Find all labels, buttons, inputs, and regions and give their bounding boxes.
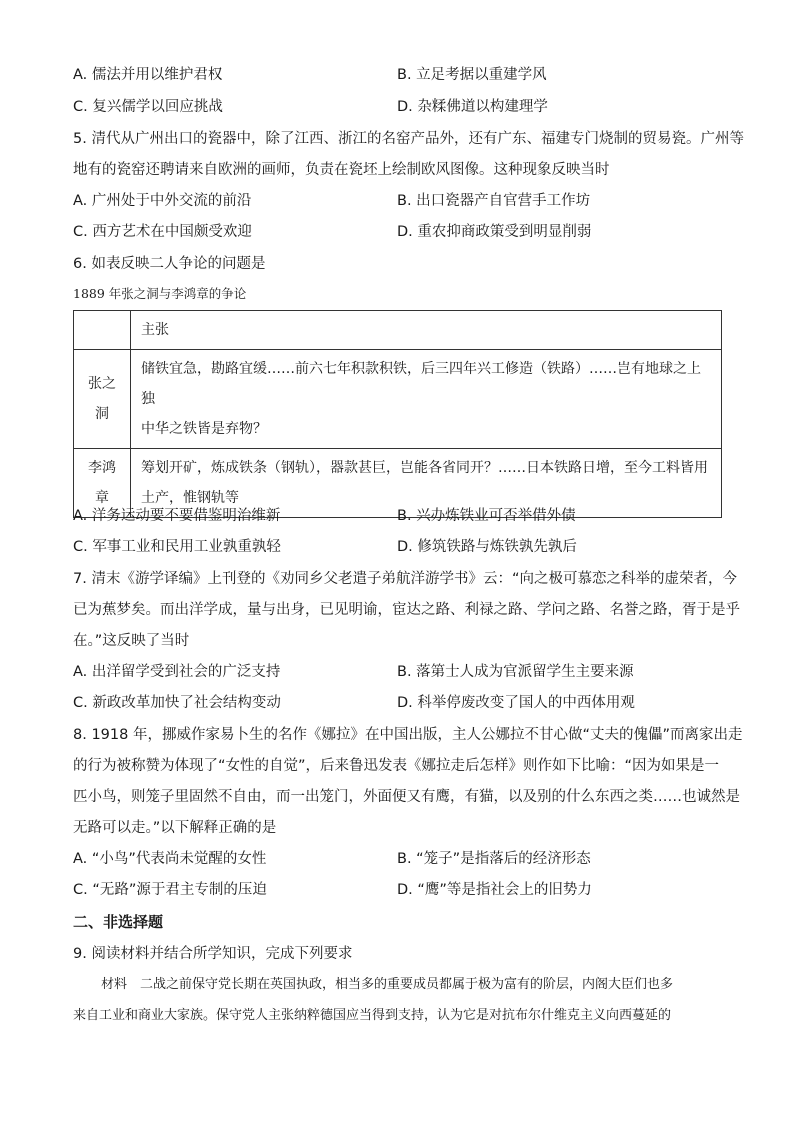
table-header-row [74, 311, 722, 350]
table-name-cell [74, 350, 131, 449]
table-header-cell: 主张 [131, 311, 722, 350]
q8-stem-line4: 无路可以走。”以下解释正确的是 [73, 820, 277, 836]
q8-stem-line2: 的行为被称赞为体现了“女性的自觉”，后来鲁迅发表《娜拉走后怎样》则作如下比喻：“因为如果是一 [73, 758, 720, 774]
q6-stem: 6. 如表反映二人争论的问题是 [73, 256, 266, 272]
q8-option-d: D. “鹰”等是指社会上的旧势力 [397, 882, 592, 898]
text-line: 筹划开矿，炼成铁条（钢轨），器款甚巨，岂能各省同开？……日本铁路日增，至今工料皆用 [141, 460, 708, 476]
text-line: 储铁宜急，勘路宜缓……前六七年积款积铁，后三四年兴工修造（铁路）……岂有地球之上独 [141, 361, 701, 407]
q8-stem-line3: 匹小鸟，则笼子里固然不自由，而一出笼门，外面便又有鹰，有猫，以及别的什么东西之类……也诚然是 [73, 789, 740, 805]
name-line: 李鸿 [88, 460, 116, 476]
q9-material-line2: 来自工业和商业大家族。保守党人主张纳粹德国应当得到支持，认为它是对抗布尔什维克主义向西蔓延的 [73, 1008, 672, 1023]
q7-stem-line3: 在。”这反映了当时 [73, 633, 190, 649]
q6-table [73, 310, 722, 518]
q6-option-b: B. 兴办炼铁业可否举借外债 [397, 508, 576, 524]
text-line: 土产，惟钢轨等 [141, 490, 239, 506]
q8-option-b: B. “笼子”是指落后的经济形态 [397, 851, 591, 867]
q4-option-d: D. 杂糅佛道以构建理学 [397, 99, 548, 115]
q5-option-b: B. 出口瓷器产自官营手工作坊 [397, 193, 591, 209]
q6-option-c: C. 军事工业和民用工业孰重孰轻 [73, 539, 281, 555]
q7-stem-line1: 7. 清末《游学译编》上刊登的《劝同乡父老遣子弟航洋游学书》云：“向之极可慕恋之科举的虚荣者，今 [73, 571, 737, 587]
q8-option-a: A. “小鸟”代表尚未觉醒的女性 [73, 851, 267, 867]
q9-material-line1: 材料 二战之前保守党长期在英国执政，相当多的重要成员都属于极为富有的阶层，内阁大臣们也多 [101, 977, 674, 992]
table-corner-cell [74, 311, 131, 350]
q7-option-b: B. 落第士人成为官派留学生主要来源 [397, 664, 634, 680]
text-line: 中华之铁皆是弃物？ [141, 421, 267, 437]
name-line: 章 [95, 490, 109, 506]
q8-stem-line1: 8. 1918 年，挪威作家易卜生的名作《娜拉》在中国出版，主人公娜拉不甘心做“丈夫的傀儡”而离家出走 [73, 727, 743, 743]
q4-option-c: C. 复兴儒学以回应挑战 [73, 99, 223, 115]
q9-stem: 9. 阅读材料并结合所学知识，完成下列要求 [73, 946, 353, 962]
q5-option-a: A. 广州处于中外交流的前沿 [73, 193, 252, 209]
q4-option-b: B. 立足考据以重建学风 [397, 67, 547, 83]
q6-option-a: A. 洋务运动要不要借鉴明治维新 [73, 508, 281, 524]
q5-option-c: C. 西方艺术在中国颇受欢迎 [73, 224, 252, 240]
q5-stem-line2: 地有的瓷窑还聘请来自欧洲的画师，负责在瓷坯上绘制欧风图像。这种现象反映当时 [73, 162, 610, 178]
q5-option-d: D. 重农抑商政策受到明显削弱 [397, 224, 592, 240]
name-line: 张之 [88, 376, 116, 392]
q8-option-c: C. “无路”源于君主专制的压迫 [73, 882, 267, 898]
q7-option-a: A. 出洋留学受到社会的广泛支持 [73, 664, 281, 680]
section-heading: 二、非选择题 [73, 913, 164, 931]
table-text-cell [131, 350, 722, 449]
q7-option-d: D. 科举停废改变了国人的中西体用观 [397, 695, 635, 711]
q5-stem-line1: 5. 清代从广州出口的瓷器中，除了江西、浙江的名窑产品外，还有广东、福建专门烧制的贸易瓷。广州等 [73, 131, 744, 147]
name-line: 洞 [95, 406, 109, 422]
q7-option-c: C. 新政改革加快了社会结构变动 [73, 695, 281, 711]
q7-stem-line2: 已为蕉梦矣。而出洋学成，量与出身，已见明谕，宦达之路、利禄之路、学问之路、名誉之路，胥于是乎 [73, 602, 740, 618]
table-row [74, 350, 722, 449]
q6-option-d: D. 修筑铁路与炼铁孰先孰后 [397, 539, 577, 555]
q6-table-caption: 1889 年张之洞与李鸿章的争论 [73, 286, 247, 301]
q4-option-a: A. 儒法并用以维护君权 [73, 67, 223, 83]
